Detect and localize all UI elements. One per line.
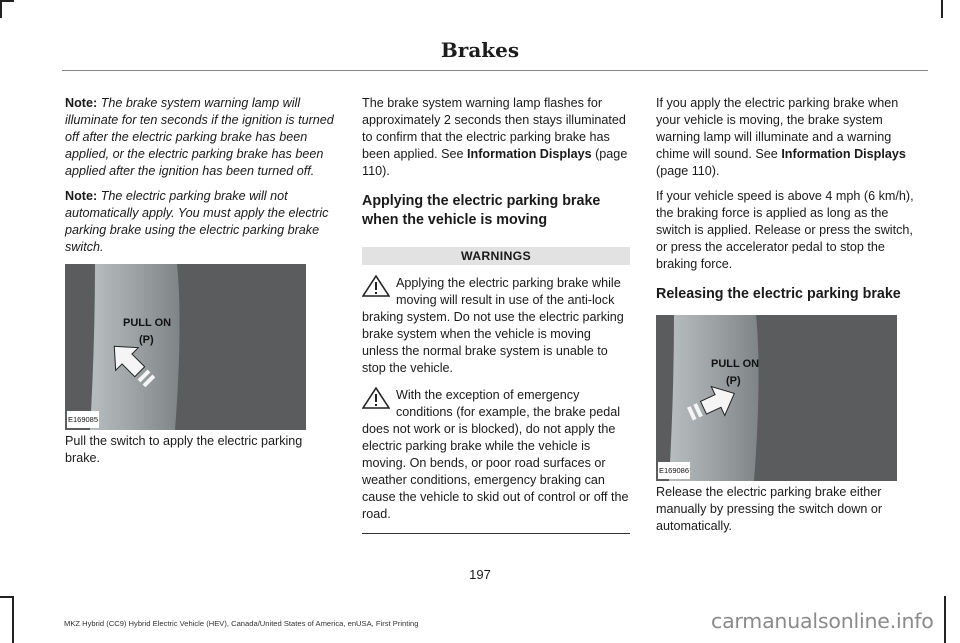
crop-mark-top-left xyxy=(0,0,2,18)
crop-mark-top-right xyxy=(941,0,943,18)
figure-2-symbol: (P) xyxy=(726,375,741,387)
col3-para-2: If your vehicle speed is above 4 mph (6 km/h), the braking force is applied as long as the switch is applied. Release or press the switch, or press the accelerator pedal to stop the braking force. xyxy=(656,189,914,271)
header-divider xyxy=(62,70,928,71)
col2-para-1-ref: (page 110). xyxy=(362,147,628,178)
figure-2-code: E169086 xyxy=(658,462,690,479)
note-1 xyxy=(65,95,335,180)
figure-release-switch xyxy=(656,315,897,481)
warning-2 xyxy=(362,387,630,523)
crop-mark-bottom-right xyxy=(944,596,946,643)
note-2 xyxy=(65,188,335,256)
col3-para-1-text: If you apply the electric parking brake when your vehicle is moving, the brake system warning lamp will illuminate and a warning chime will sound. See xyxy=(656,96,899,161)
crop-mark-bottom-left xyxy=(12,596,14,643)
column-1 xyxy=(65,95,335,475)
figure-pull-switch xyxy=(65,264,306,430)
warning-2-text: With the exception of emergency conditions (for example, the brake pedal does not work or is blocked), do not apply the electric parking brake while the vehicle is moving. On bends, or poor road surfaces or weather conditions, emergency braking can cause the vehicle to skid out of control or off the road. xyxy=(362,388,629,521)
release-switch-illustration xyxy=(656,315,897,481)
section-heading-releasing: Releasing the electric parking brake xyxy=(656,286,901,302)
crop-mark-top-left-h xyxy=(0,0,14,2)
page-title: Brakes xyxy=(440,38,520,62)
crop-mark-bottom-left-h xyxy=(0,596,14,598)
warning-1 xyxy=(362,275,630,377)
column-3 xyxy=(656,95,926,543)
warnings-end-rule xyxy=(362,533,630,534)
info-displays-link[interactable]: Information Displays xyxy=(781,147,906,161)
footer-text: MKZ Hybrid (CC9) Hybrid Electric Vehicle (HEV), Canada/United States of America, enUSA, First Printing xyxy=(64,619,419,628)
watermark: carmanualsonline.info xyxy=(711,609,934,633)
figure-2-switch-label: PULL ON xyxy=(711,358,760,370)
warnings-header: WARNINGS xyxy=(362,247,630,265)
note-2-text: The electric parking brake will not automatically apply. You must apply the electric parking brake using the electric parking brake switch. xyxy=(65,189,329,254)
section-heading-applying: Applying the electric parking brake when the vehicle is moving xyxy=(362,193,601,228)
warning-triangle-icon xyxy=(362,387,390,409)
col2-para-1 xyxy=(362,95,630,180)
column-2 xyxy=(362,95,630,534)
note-1-label: Note: xyxy=(65,96,98,110)
pull-switch-illustration xyxy=(65,264,306,430)
col2-para-1-text: The brake system warning lamp flashes for approximately 2 seconds then stays illuminated to confirm that the electric parking brake has been applied. See xyxy=(362,96,626,161)
figure-1-symbol: (P) xyxy=(139,334,154,346)
col3-para-1-ref: (page 110). xyxy=(656,164,720,178)
figure-1-switch-label: PULL ON xyxy=(123,317,172,329)
warning-triangle-icon xyxy=(362,275,390,297)
note-2-label: Note: xyxy=(65,189,98,203)
col3-para-1 xyxy=(656,95,926,180)
figure-1-caption: Pull the switch to apply the electric parking brake. xyxy=(65,434,303,465)
warning-1-text: Applying the electric parking brake while moving will result in use of the anti-lock braking system. Do not use the electric parking brake system when the vehicle is moving unless the normal brake system is unable to stop the vehicle. xyxy=(362,276,624,375)
figure-2-caption: Release the electric parking brake either manually by pressing the switch down or automatically. xyxy=(656,485,883,533)
figure-1-code: E169085 xyxy=(67,411,99,428)
info-displays-link[interactable]: Information Displays xyxy=(467,147,592,161)
page-number: 197 xyxy=(469,567,491,582)
note-1-text: The brake system warning lamp will illuminate for ten seconds if the ignition is turned off after the electric parking brake has been applied, or the electric parking brake has been applied after the ignition has been turned off. xyxy=(65,96,334,178)
